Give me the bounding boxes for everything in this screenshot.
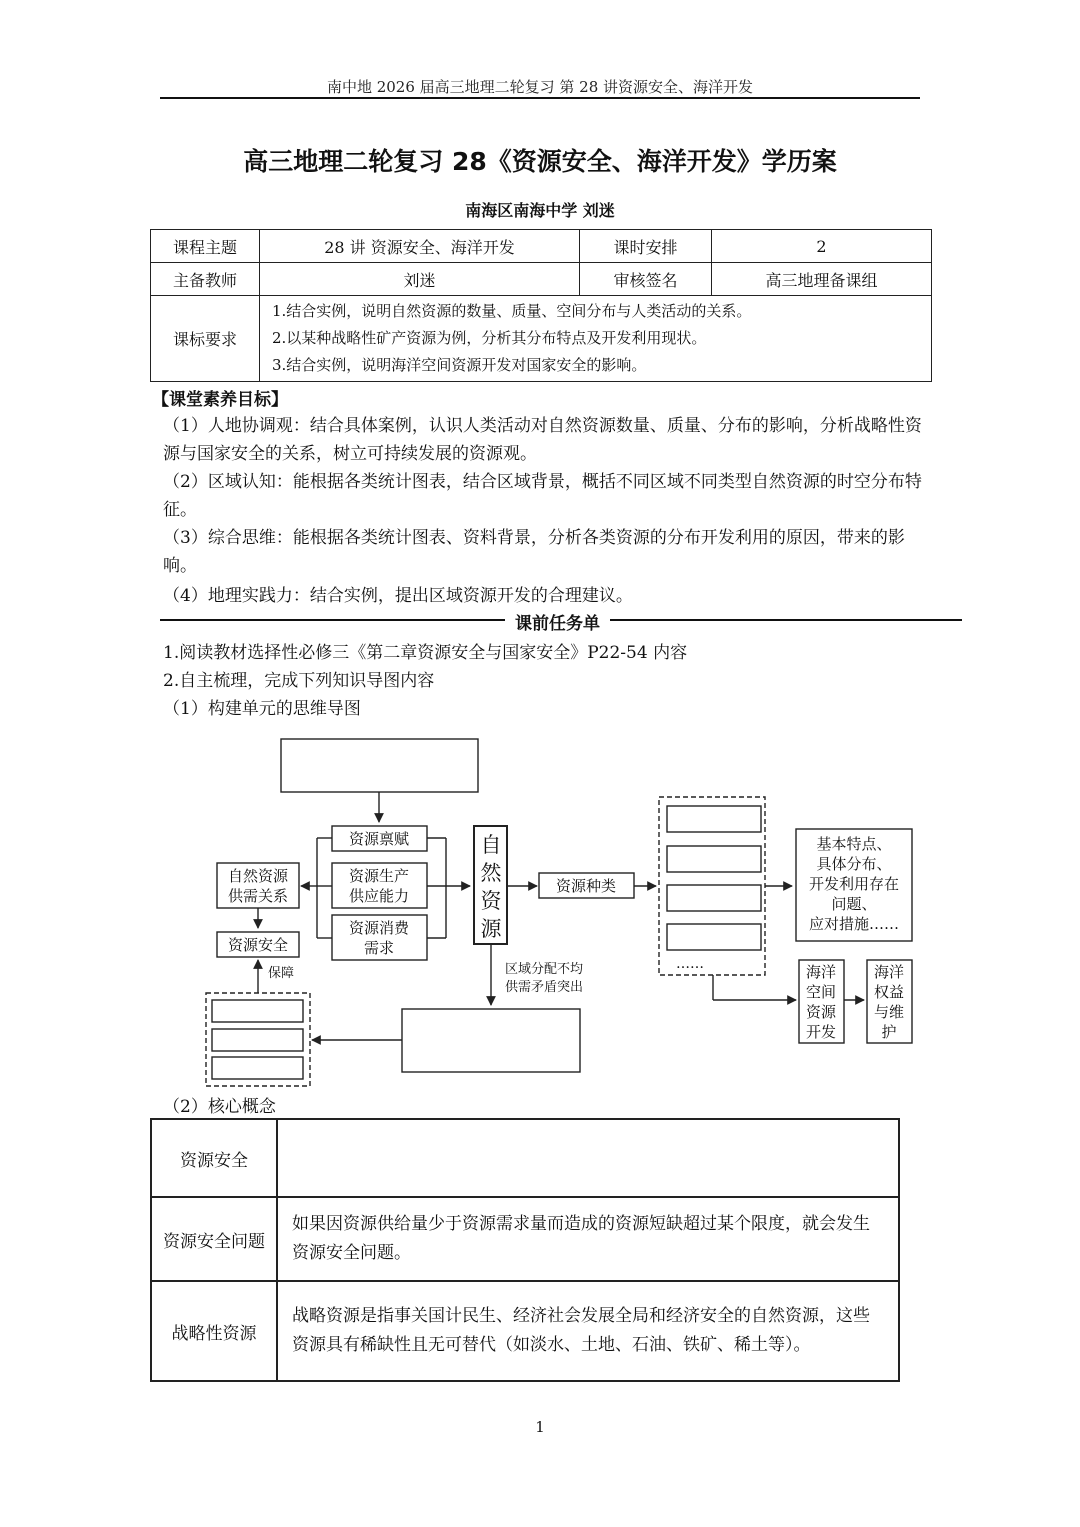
running-header: 南中地 2026 届高三地理二轮复习 第 28 讲资源安全、海洋开发 [326,78,754,96]
core-concepts-table [150,1118,900,1382]
natural-char: 源 [480,917,502,941]
blank-box[interactable] [667,885,761,911]
guarantee-label: 保障 [267,966,295,981]
production-label: 供应能力 [348,887,410,905]
ocean-space-line: 海洋 [805,963,837,981]
goal-item: （2）区域认知：能根据各类统计图表，结合区域背景，概括不同区域不同类型自然资源的时空分布特征。 [163,472,922,520]
ocean-rights-line: 海洋 [873,963,905,981]
document-title: 高三地理二轮复习 28《资源安全、海洋开发》学历案 [243,147,837,176]
endowment-label: 资源禀赋 [348,830,410,848]
blank-box[interactable] [402,1009,580,1072]
task-line: 2.自主梳理，完成下列知识导图内容 [163,671,435,691]
uneven-label: 供需矛盾突出 [504,980,584,995]
features-line: 开发利用存在 [808,875,900,893]
ellipsis-label: …… [676,956,704,972]
goal-item: （1）人地协调观：结合具体案例，认识人类活动对自然资源数量、质量、分布的影响，分析战略性资源与国家安全的关系，树立可持续发展的资源观。 [163,416,922,464]
goal-item: （4）地理实践力：结合实例，提出区域资源开发的合理建议。 [163,586,633,606]
ocean-space-line: 空间 [805,983,837,1001]
resource-list-group [659,797,765,975]
review-label: 审核签名 [580,263,712,296]
concept-label: 战略性资源 [151,1281,277,1381]
requirement-item: 2.以某种战略性矿产资源为例，分析其分布特点及开发利用现状。 [272,329,707,347]
consumption-label: 需求 [363,939,395,957]
natural-char: 资 [480,889,502,913]
blank-box[interactable] [212,1000,303,1022]
ocean-space-line: 资源 [805,1003,837,1021]
ocean-rights-line: 权益 [873,983,905,1001]
features-line: 具体分布、 [816,855,892,873]
natural-char: 然 [480,861,502,885]
requirement-item: 1.结合实例，说明自然资源的数量、质量、空间分布与人类活动的关系。 [272,302,752,320]
production-label: 资源生产 [348,867,410,885]
requirement-item: 3.结合实例，说明海洋空间资源开发对国家安全的影响。 [272,356,647,374]
uneven-label: 区域分配不均 [504,962,584,977]
consumption-label: 资源消费 [348,919,410,937]
blank-box[interactable] [212,1057,303,1079]
hours-value: 2 [712,230,932,263]
blank-box[interactable] [667,806,761,832]
concept-definition: 战略资源是指事关国计民生、经济社会发展全局和经济安全的自然资源，这些资源具有稀缺性且无可替代（如淡水、土地、石油、铁矿、稀土等）。 [277,1281,899,1381]
teacher-label: 主备教师 [151,263,260,296]
goal-item: （3）综合思维：能根据各类统计图表、资料背景，分析各类资源的分布开发利用的原因，带来的影响。 [163,528,905,576]
features-line: 应对措施…… [808,915,900,933]
review-value: 高三地理备课组 [712,263,932,296]
concept-label: 资源安全 [151,1119,277,1197]
features-line: 基本特点、 [816,835,892,853]
author-line: 南海区南海中学 刘迷 [465,201,615,220]
topic-value: 28 讲 资源安全、海洋开发 [260,230,580,263]
requirements-label: 课标要求 [151,296,260,382]
task-line: 1.阅读教材选择性必修三《第二章资源安全与国家安全》P22-54 内容 [163,643,688,663]
supply-demand-label: 自然资源 [227,867,289,885]
task-line: （1）构建单元的思维导图 [163,699,361,719]
teacher-value: 刘迷 [260,263,580,296]
security-label: 资源安全 [227,936,289,954]
concept-definition[interactable] [277,1119,899,1197]
table-row [151,1197,899,1281]
supply-demand-label: 供需关系 [227,887,289,905]
topic-label: 课程主题 [151,230,260,263]
task-heading: 课前任务单 [505,609,610,634]
measures-group [206,993,310,1086]
ocean-rights-line: 护 [881,1023,897,1041]
blank-box[interactable] [667,846,761,872]
concept-label: 资源安全问题 [151,1197,277,1281]
hours-label: 课时安排 [580,230,712,263]
concept-definition: 如果因资源供给量少于资源需求量而造成的资源短缺超过某个限度，就会发生资源安全问题。 [277,1197,899,1281]
core-heading: （2）核心概念 [163,1097,276,1117]
blank-box[interactable] [667,924,761,950]
page-number: 1 [535,1418,545,1436]
blank-box[interactable] [281,739,478,792]
blank-box[interactable] [212,1029,303,1051]
features-line: 问题、 [831,895,877,913]
table-row [151,1281,899,1381]
types-label: 资源种类 [555,877,617,895]
ocean-space-line: 开发 [805,1023,837,1041]
table-row [151,1119,899,1197]
goals-heading: 【课堂素养目标】 [152,390,288,410]
ocean-rights-line: 与维 [873,1003,905,1021]
natural-char: 自 [480,833,502,857]
